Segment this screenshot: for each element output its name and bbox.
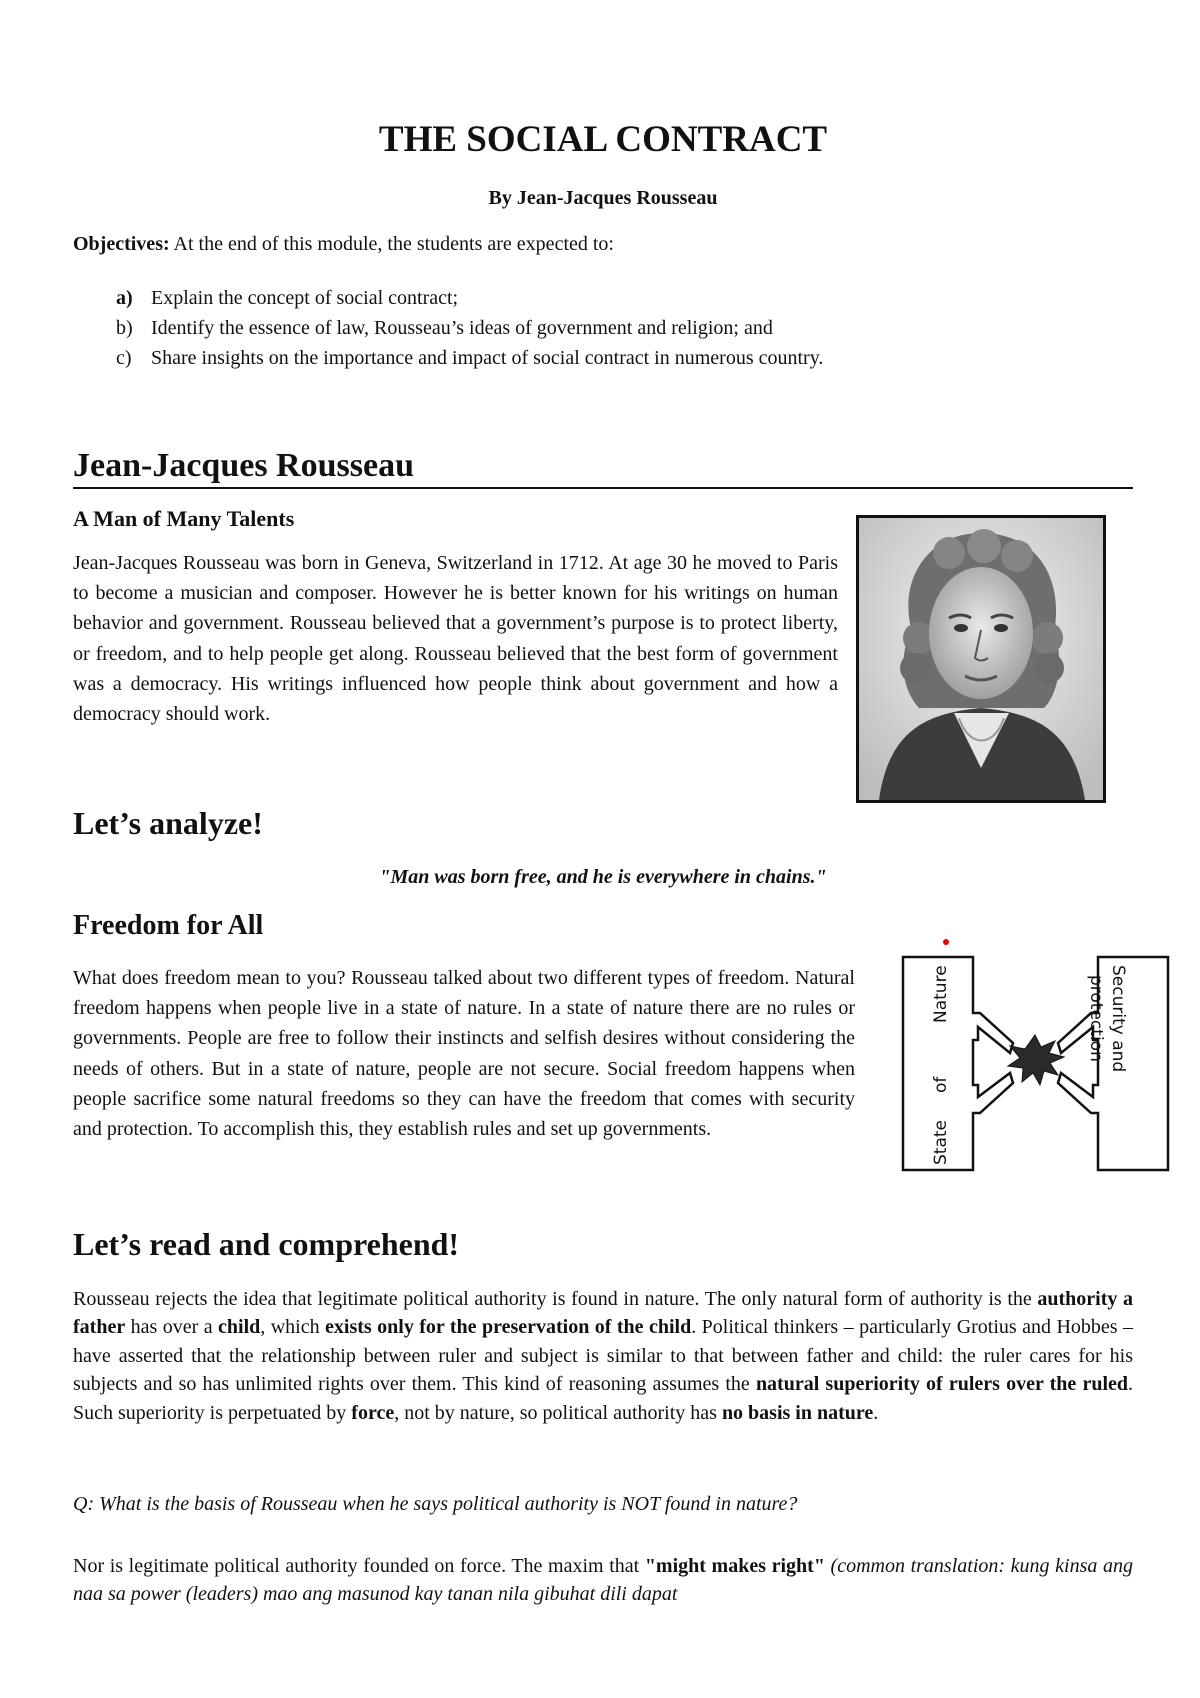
byline: By Jean-Jacques Rousseau bbox=[488, 187, 718, 209]
objectives-intro-text: At the end of this module, the students are expected to: bbox=[173, 233, 614, 255]
objective-item bbox=[73, 283, 1073, 313]
state-of-nature-diagram bbox=[898, 935, 1173, 1175]
objective-marker: c) bbox=[116, 347, 132, 369]
subheading-many-talents: A Man of Many Talents bbox=[73, 506, 295, 531]
objectives-label: Objectives: bbox=[73, 233, 170, 255]
read-paragraph-1 bbox=[73, 1285, 1133, 1427]
text-run: , which bbox=[260, 1316, 326, 1339]
italic-run: (common translation: kung kinsa ang naa sa power (leaders) mao ang masunod kay tanan nila gibuhat dili dapat bbox=[73, 1555, 1133, 1606]
bold-run: "might makes right" bbox=[644, 1555, 825, 1577]
diagram-svg bbox=[898, 935, 1173, 1175]
objectives-list bbox=[73, 283, 1073, 373]
section-heading-read: Let’s read and comprehend! bbox=[73, 1226, 460, 1262]
rousseau-bio: Jean-Jacques Rousseau was born in Geneva, Switzerland in 1712. At age 30 he moved to Paris to become a musician and composer. However he is better known for his writings on human behavior and government. Rousseau believed that a government’s purpose is to protect liberty, or freedom, and to help people get along. Rousseau believed that the best form of government was a democracy. His writings influenced how people think about government and how a democracy should work. bbox=[73, 552, 838, 726]
portrait-engraving bbox=[859, 518, 1103, 800]
text-run: . Political thinkers – particularly Grotius and Hobbes – have asserted that the relationship between ruler and subject is similar to that between father and child: the ruler cares for his subjects and so has unlimited rights over them. This kind of reasoning assumes the bbox=[73, 1316, 1133, 1396]
objective-text: Share insights on the importance and impact of social contract in numerous country. bbox=[151, 347, 824, 369]
text-run: Rousseau rejects the idea that legitimate political authority is found in nature. The only natural form of authority is the bbox=[73, 1288, 1038, 1310]
text-run: . bbox=[873, 1401, 879, 1424]
diagram-label-protection: protection bbox=[1086, 975, 1106, 1062]
text-run: has over a bbox=[125, 1316, 219, 1339]
page-title: THE SOCIAL CONTRACT bbox=[378, 119, 828, 160]
objective-marker: a) bbox=[116, 287, 133, 309]
bold-run: exists only for the preservation of the child bbox=[325, 1316, 692, 1339]
section-heading-analyze: Let’s analyze! bbox=[73, 805, 263, 841]
bold-run: no basis in nature bbox=[721, 1401, 874, 1424]
comprehension-question: Q: What is the basis of Rousseau when he says political authority is NOT found in nature? bbox=[73, 1493, 798, 1515]
objective-marker: b) bbox=[116, 317, 133, 339]
section-heading-rousseau: Jean-Jacques Rousseau bbox=[73, 447, 1133, 489]
text-run: , not by nature, so political authority has bbox=[394, 1401, 722, 1424]
diagram-label-nature: Nature bbox=[931, 965, 951, 1023]
section-heading-freedom: Freedom for All bbox=[73, 910, 264, 941]
bold-run: force bbox=[351, 1401, 395, 1424]
bold-run: natural superiority of rulers over the ruled bbox=[755, 1373, 1129, 1396]
text-run: Nor is legitimate political authority founded on force. The maxim that bbox=[73, 1555, 645, 1577]
rousseau-portrait bbox=[856, 515, 1106, 803]
bold-run: child bbox=[218, 1316, 261, 1339]
freedom-body: What does freedom mean to you? Rousseau talked about two different types of freedom. Natural freedom happens when people live in a state of nature. In a state of nature there are no rules or governments. People are free to follow their instincts and selfish desires without considering the needs of others. But in a state of nature, people are not secure. Social freedom happens when people sacrifice some natural freedoms so they can have the freedom that comes with security and protection. To accomplish this, they establish rules and set up governments. bbox=[73, 967, 855, 1141]
read-paragraph-2 bbox=[73, 1552, 1133, 1609]
objective-item bbox=[73, 343, 1073, 373]
diagram-label-security: Security and bbox=[1108, 965, 1128, 1073]
rousseau-quote: "Man was born free, and he is everywhere in chains." bbox=[379, 866, 827, 888]
bold-run: authority a father bbox=[73, 1288, 1134, 1339]
diagram-label-of: of bbox=[931, 1076, 951, 1093]
diagram-label-state: State bbox=[931, 1120, 951, 1165]
objective-item bbox=[73, 313, 1073, 343]
text-run: . Such superiority is perpetuated by bbox=[73, 1373, 1134, 1424]
objective-text: Identify the essence of law, Rousseau’s ideas of government and religion; and bbox=[151, 317, 773, 339]
objective-text: Explain the concept of social contract; bbox=[151, 287, 459, 309]
objectives-intro bbox=[73, 233, 614, 256]
